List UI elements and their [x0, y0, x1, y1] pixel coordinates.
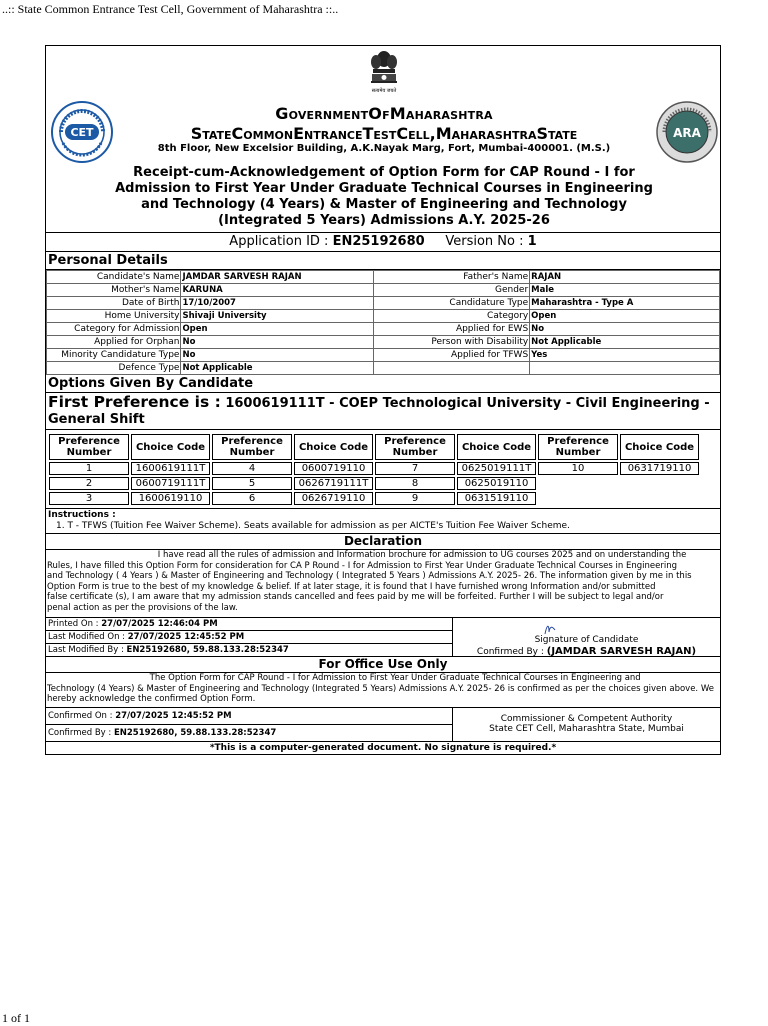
office-address: 8th Floor, New Excelsior Building, A.K.Nayak Marg, Fort, Mumbai-400001. (M.S.): [157, 143, 611, 154]
preference-row: [49, 477, 699, 490]
detail-label: Defence Type: [47, 362, 181, 375]
detail-value: KARUNA: [181, 284, 374, 297]
detail-label: Father's Name: [373, 271, 529, 284]
application-id-value: EN25192680: [332, 234, 425, 249]
office-confirmation-block: [46, 708, 720, 742]
confirmed-on: Confirmed On : 27/07/2025 12:45:52 PM: [46, 708, 452, 725]
personal-details-table: [46, 270, 720, 375]
confirmed-by-candidate: Confirmed By : (JAMDAR SARVESH RAJAN): [476, 646, 697, 657]
preference-number-header: Preference Number: [212, 434, 292, 460]
personal-detail-row: [47, 336, 720, 349]
receipt-title-line: (Integrated 5 Years) Admissions A.Y. 2025-26: [218, 213, 550, 228]
choice-code-header: Choice Code: [457, 434, 536, 460]
choice-code: 0626719111T: [294, 477, 373, 490]
personal-detail-row: [47, 349, 720, 362]
first-preference-value: 1600619111T - COEP Technological University - Civil Engineering - General Shift: [48, 396, 710, 427]
declaration-line: false certificate (s), I am aware that my admission stands cancelled and fees paid by me will be forfeited. Further I will be subject to legal and/or: [47, 592, 664, 602]
choice-code: 0631719110: [620, 462, 699, 475]
candidate-signature-block: [46, 618, 720, 657]
preference-number: 1: [49, 462, 129, 475]
detail-label: Applied for Orphan: [47, 336, 181, 349]
national-emblem-icon: [367, 49, 401, 95]
document-header: [46, 46, 720, 233]
confirmation-metadata: [46, 708, 453, 741]
choice-code: 0625019111T: [457, 462, 536, 475]
choice-code: 0600719111T: [131, 477, 210, 490]
detail-value: Male: [530, 284, 720, 297]
choice-code: 0626719110: [294, 492, 373, 505]
detail-label: Person with Disability: [373, 336, 529, 349]
preference-number: 6: [212, 492, 292, 505]
detail-label: Candidate's Name: [47, 271, 181, 284]
personal-detail-row: [47, 362, 720, 375]
last-modified-on: Last Modified On : 27/07/2025 12:45:52 PM: [46, 631, 452, 644]
last-modified-by: Last Modified By : EN25192680, 59.88.133.28:52347: [48, 645, 289, 655]
candidate-signature-area: [453, 618, 720, 656]
detail-label: Applied for TFWS: [373, 349, 529, 362]
page-count: 1 of 1: [2, 1011, 30, 1025]
declaration-text: [46, 550, 720, 618]
preference-number: 8: [375, 477, 455, 490]
first-preference-label: First Preference is :: [48, 393, 221, 411]
choice-code-header: Choice Code: [131, 434, 210, 460]
signature-label: Signature of Candidate: [534, 635, 639, 645]
detail-value: Open: [530, 310, 720, 323]
choice-code: 1600619111T: [131, 462, 210, 475]
detail-value: JAMDAR SARVESH RAJAN: [181, 271, 374, 284]
confirmed-by: Confirmed By : EN25192680, 59.88.133.28:52347: [48, 728, 277, 738]
instructions: [46, 508, 720, 534]
detail-value: Not Applicable: [530, 336, 720, 349]
office-line: hereby acknowledge the confirmed Option Form.: [47, 694, 256, 704]
personal-detail-row: [47, 297, 720, 310]
detail-value: Not Applicable: [181, 362, 374, 375]
preference-number-header: Preference Number: [538, 434, 618, 460]
application-id-label: Application ID :: [229, 234, 329, 249]
preference-number-header: Preference Number: [375, 434, 455, 460]
detail-label: [373, 362, 529, 375]
instruction-item: 1. T - TFWS (Tuition Fee Waiver Scheme). Seats available for admission as per AICTE's Tuition Fee Waiver Scheme.: [56, 521, 570, 531]
choice-code-header: Choice Code: [620, 434, 699, 460]
cet-cell-title: StateCommonEntranceTestCell,MaharashtraState: [190, 124, 578, 143]
government-title: GovernmentOfMaharashtra: [275, 104, 493, 123]
choice-code: 0631519110: [457, 492, 536, 505]
choice-code-header: Choice Code: [294, 434, 373, 460]
detail-value: No: [530, 323, 720, 336]
acknowledgement-document: [45, 45, 721, 755]
detail-label: Candidature Type: [373, 297, 529, 310]
detail-value: Shivaji University: [181, 310, 374, 323]
browser-page-title: ..:: State Common Entrance Test Cell, Government of Maharashtra ::..: [2, 2, 339, 16]
office-line: The Option Form for CAP Round - I for Admission to First Year Under Graduate Technical Courses in Engineering and: [47, 673, 641, 683]
personal-detail-row: [47, 271, 720, 284]
detail-label: Category: [373, 310, 529, 323]
office-use-text: [46, 673, 720, 708]
receipt-title-line: Admission to First Year Under Graduate Technical Courses in Engineering: [115, 181, 653, 196]
preferences-table: [47, 432, 701, 507]
instructions-label: Instructions :: [48, 510, 116, 520]
print-metadata: [46, 618, 453, 656]
detail-label: Minority Candidature Type: [47, 349, 181, 362]
personal-detail-row: [47, 310, 720, 323]
detail-value: Maharashtra - Type A: [530, 297, 720, 310]
declaration-line: and Technology ( 4 Years ) & Master of Engineering and Technology ( Integrated 5 Years ) Admissions A.Y. 2025- 26. The information given by me in this: [47, 571, 692, 581]
empty-cell: [538, 492, 699, 505]
declaration-heading: Declaration: [46, 534, 720, 550]
preference-number: 3: [49, 492, 129, 505]
detail-label: Gender: [373, 284, 529, 297]
detail-label: Mother's Name: [47, 284, 181, 297]
detail-value: No: [181, 349, 374, 362]
preference-number: 2: [49, 477, 129, 490]
ara-logo-text: ARA: [673, 126, 701, 140]
preferences-header-row: [49, 434, 699, 460]
receipt-title: [106, 165, 662, 229]
emblem-caption: सत्यमेव जयते: [371, 88, 397, 94]
detail-label: Home University: [47, 310, 181, 323]
authority-line: Commissioner & Competent Authority: [500, 714, 673, 724]
detail-value: No: [181, 336, 374, 349]
declaration-line: I have read all the rules of admission and Information brochure for admission to UG courses 2025 and on understanding the: [47, 550, 687, 560]
declaration-line: Rules, I have filled this Option Form for consideration for CA P Round - I for Admission to First Year Under Graduate Technical Courses in Engineering: [47, 560, 677, 571]
version-value: 1: [527, 234, 537, 249]
preference-number: 5: [212, 477, 292, 490]
detail-label: Date of Birth: [47, 297, 181, 310]
authority-block: [453, 708, 720, 741]
preference-number: 9: [375, 492, 455, 505]
detail-value: [530, 362, 720, 375]
cet-logo-text: CET: [70, 126, 94, 139]
detail-value: Yes: [530, 349, 720, 362]
preference-number-header: Preference Number: [49, 434, 129, 460]
authority-line: State CET Cell, Maharashtra State, Mumbai: [489, 724, 684, 734]
first-preference: [46, 393, 720, 430]
preference-number: 4: [212, 462, 292, 475]
personal-details-heading: Personal Details: [46, 252, 720, 270]
personal-detail-row: [47, 323, 720, 336]
detail-label: Category for Admission: [47, 323, 181, 336]
preference-number: 10: [538, 462, 618, 475]
preference-number: 7: [375, 462, 455, 475]
application-id-row: [46, 233, 720, 252]
office-line: Technology (4 Years) & Master of Engineering and Technology (Integrated 5 Years) Admissions A.Y. 2025- 26 is confirmed as per the choices given above. We: [47, 683, 714, 694]
office-use-heading: For Office Use Only: [46, 657, 720, 673]
printed-on: Printed On : 27/07/2025 12:46:04 PM: [46, 618, 452, 631]
receipt-title-line: and Technology (4 Years) & Master of Engineering and Technology: [141, 197, 627, 212]
declaration-line: Option Form is true to the best of my knowledge & belief. If at later stage, it is found that I have furnished wrong Information and/or submitted: [47, 581, 656, 592]
empty-cell: [538, 477, 699, 490]
preference-row: [49, 492, 699, 505]
detail-label: Applied for EWS: [373, 323, 529, 336]
options-heading: Options Given By Candidate: [46, 375, 720, 393]
personal-detail-row: [47, 284, 720, 297]
receipt-title-line: Receipt-cum-Acknowledgement of Option Form for CAP Round - I for: [133, 165, 635, 180]
detail-value: 17/10/2007: [181, 297, 374, 310]
choice-code: 1600619110: [131, 492, 210, 505]
detail-value: RAJAN: [530, 271, 720, 284]
detail-value: Open: [181, 323, 374, 336]
declaration-line: penal action as per the provisions of the law.: [47, 602, 238, 613]
preference-row: [49, 462, 699, 475]
version-label: Version No :: [445, 234, 524, 249]
computer-generated-note: *This is a computer-generated document. No signature is required.*: [209, 743, 557, 753]
candidate-signature-icon: [543, 622, 557, 636]
choice-code: 0600719110: [294, 462, 373, 475]
choice-code: 0625019110: [457, 477, 536, 490]
